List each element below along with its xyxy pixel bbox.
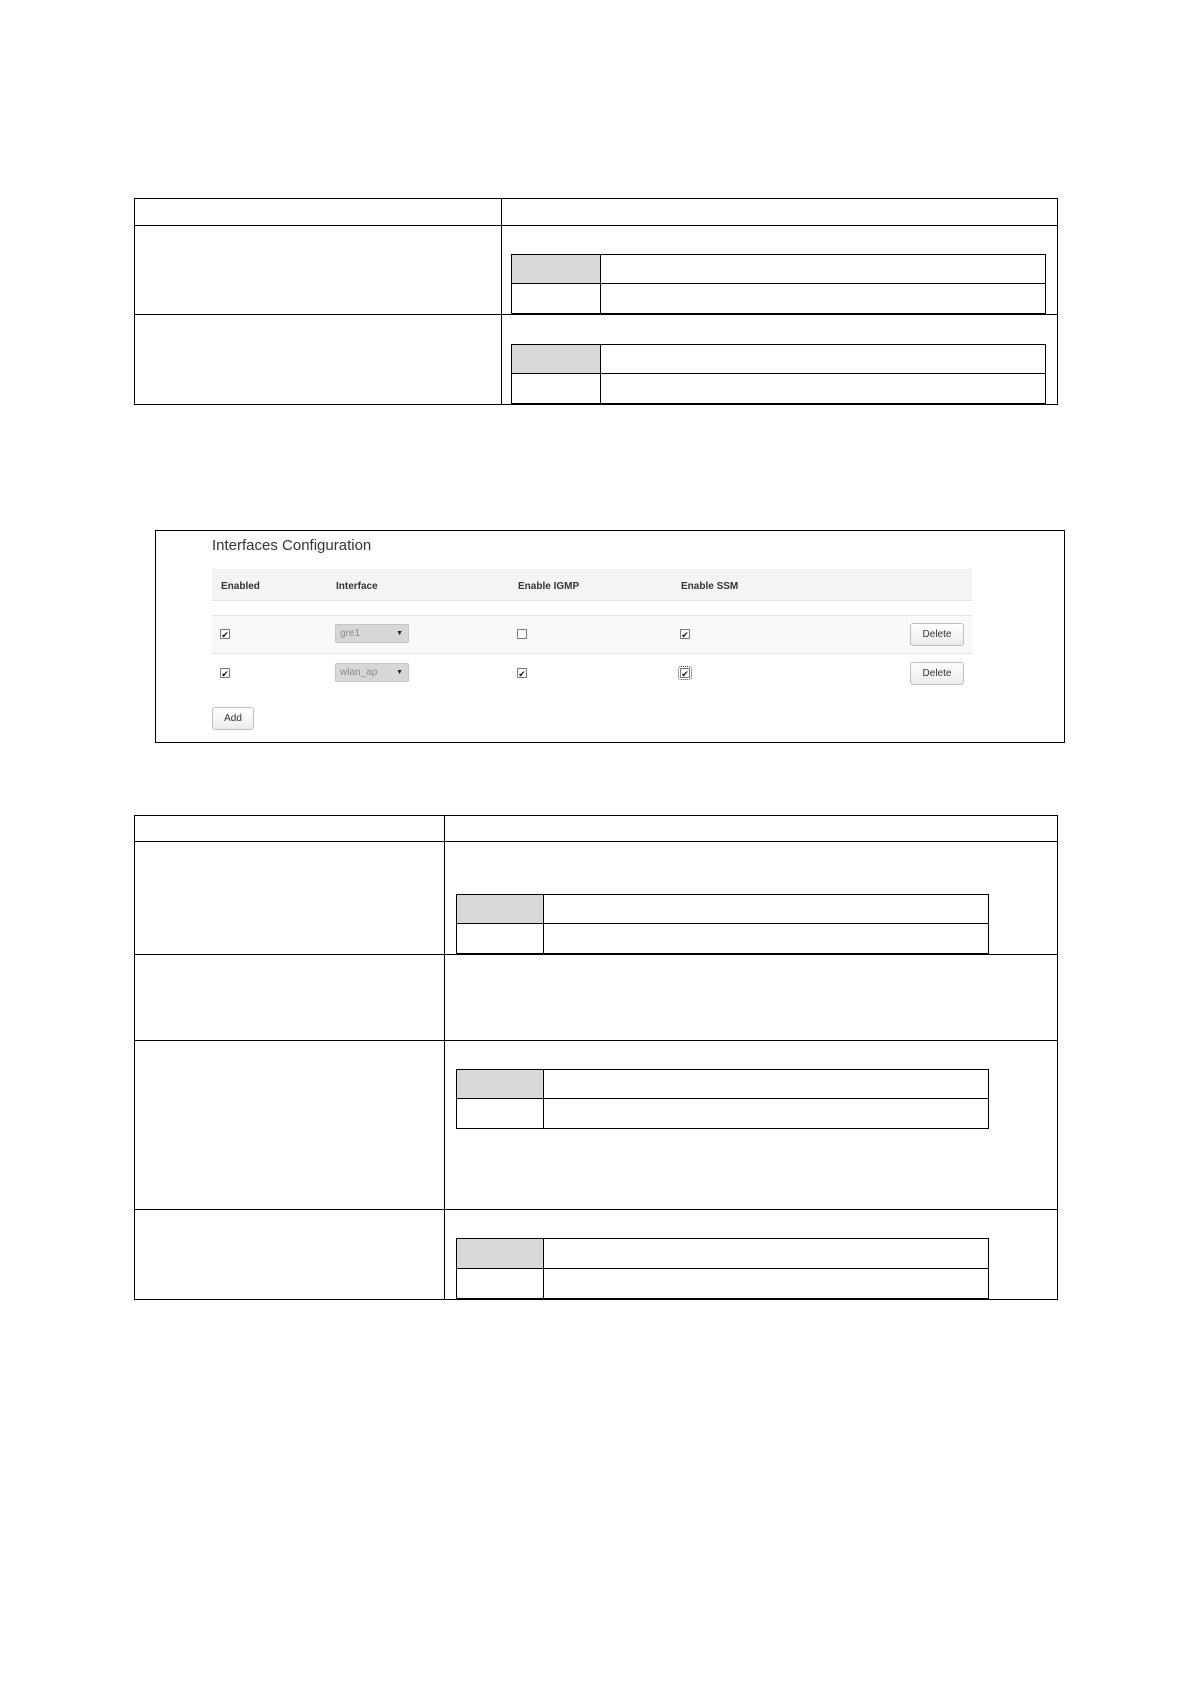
table-2-outer	[134, 815, 1058, 1300]
row-2-enabled-checkbox[interactable]: ✔	[221, 669, 229, 679]
nested-table-2a-header-cell	[456, 894, 544, 924]
table-2-row-divider-2	[134, 1040, 1058, 1041]
column-header-enable-ssm: Enable SSM	[681, 581, 739, 592]
row-2-delete-button[interactable]: Delete	[910, 662, 964, 685]
table-2-row-divider-3	[134, 1209, 1058, 1210]
row-1-igmp-checkbox[interactable]	[517, 629, 527, 639]
section-title: Interfaces Configuration	[212, 537, 372, 554]
row-2-interface-value: wlan_ap	[340, 667, 378, 678]
row-2-interface-select[interactable]	[335, 663, 409, 682]
chevron-down-icon: ▼	[396, 669, 403, 676]
column-header-interface: Interface	[336, 581, 378, 592]
row-1-ssm-checkbox[interactable]: ✔	[681, 630, 689, 640]
row-2-ssm-checkbox[interactable]: ✔	[681, 669, 689, 679]
row-2-igmp-checkbox[interactable]: ✔	[518, 669, 526, 679]
nested-table-1a-header-value	[600, 254, 1046, 284]
nested-table-1a-row-value	[600, 283, 1046, 314]
nested-table-1b-row-value	[600, 373, 1046, 404]
nested-table-2a-row-cell	[456, 923, 544, 954]
table-row	[212, 615, 972, 654]
add-button[interactable]: Add	[212, 707, 254, 730]
nested-table-1b-header-cell	[511, 344, 601, 374]
nested-table-1a-row-cell	[511, 283, 601, 314]
table-2-row-divider-1	[134, 954, 1058, 955]
nested-table-2a-header-value	[543, 894, 989, 924]
row-1-interface-value: gre1	[340, 628, 361, 639]
row-1-enabled-checkbox[interactable]: ✔	[221, 630, 229, 640]
nested-table-2b-header-cell	[456, 1069, 544, 1099]
nested-table-2c-header-value	[543, 1238, 989, 1269]
nested-table-2c-row-value	[543, 1268, 989, 1299]
row-1-interface-select[interactable]	[335, 624, 409, 643]
table-header-band	[212, 569, 972, 601]
nested-table-1b-row-cell	[511, 373, 601, 404]
column-header-enable-igmp: Enable IGMP	[518, 581, 580, 592]
nested-table-2c-row-cell	[456, 1268, 544, 1299]
row-1-delete-button[interactable]: Delete	[910, 623, 964, 646]
nested-table-1b-header-value	[600, 344, 1046, 374]
interfaces-configuration-screenshot	[155, 530, 1065, 743]
chevron-down-icon: ▼	[396, 630, 403, 637]
column-header-enabled: Enabled	[221, 581, 260, 592]
nested-table-2c-header-cell	[456, 1238, 544, 1269]
nested-table-2b-row-cell	[456, 1098, 544, 1129]
nested-table-2b-header-value	[543, 1069, 989, 1099]
nested-table-2b-row-value	[543, 1098, 989, 1129]
nested-table-1a-header-cell	[511, 254, 601, 284]
nested-table-2a-row-value	[543, 923, 989, 954]
table-1-row-divider	[134, 314, 1058, 315]
